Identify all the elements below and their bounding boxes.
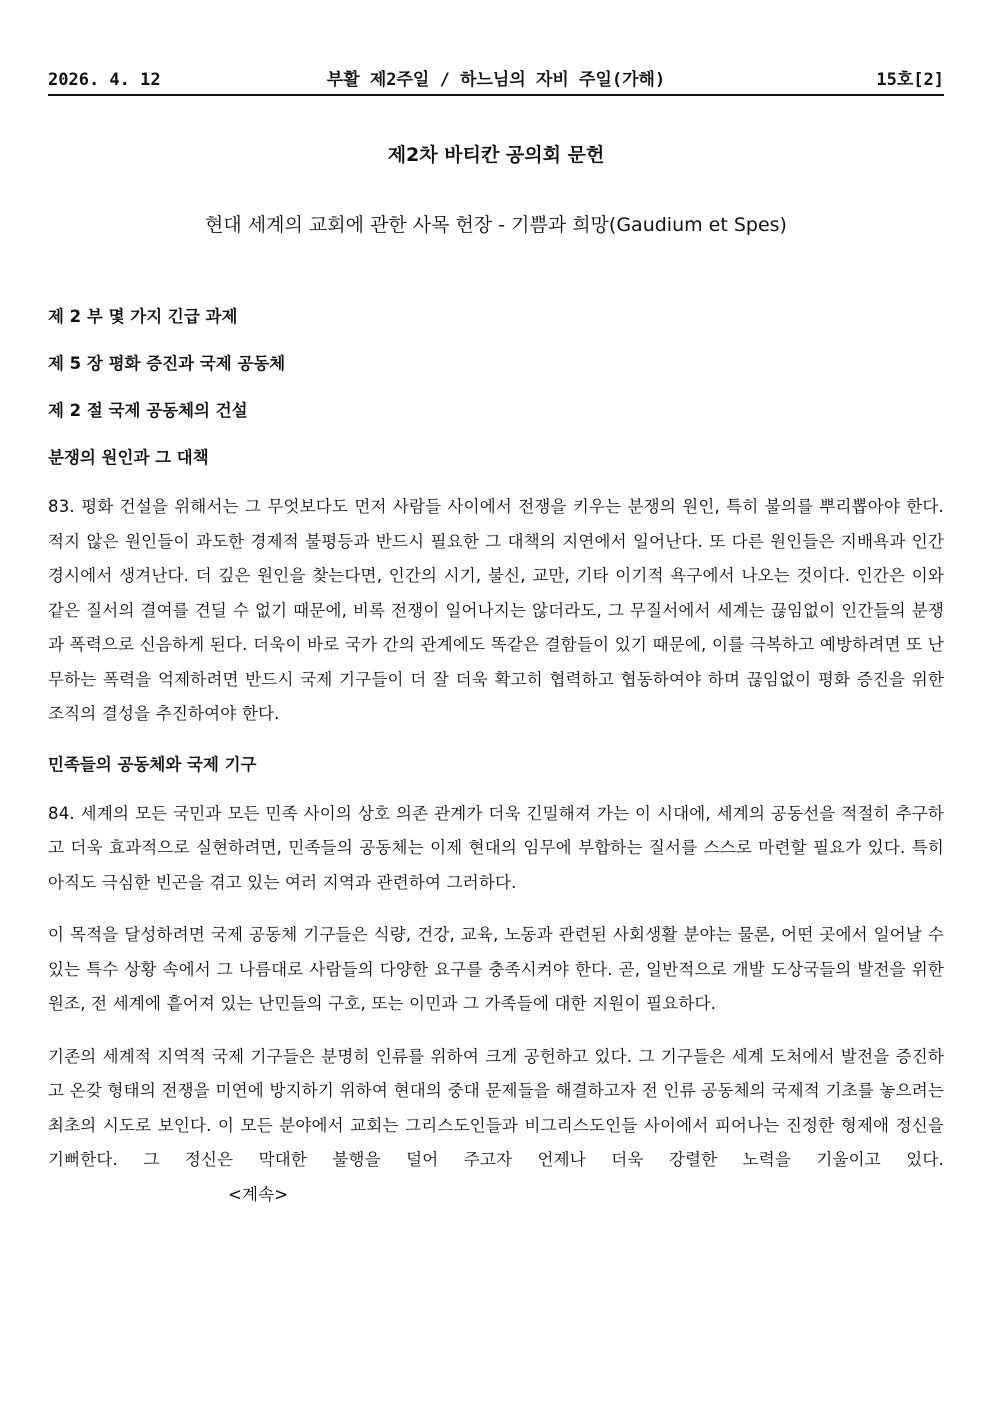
continued-marker: <계속>	[228, 1184, 289, 1204]
section-heading: 제 2 절 국제 공동체의 건설	[48, 401, 248, 420]
chapter-heading: 제 5 장 평화 증진과 국제 공동체	[48, 354, 286, 373]
subheading-international-community: 민족들의 공동체와 국제 기구	[48, 754, 257, 774]
header-date: 2026. 4. 12	[48, 70, 161, 90]
paragraph-84-part3-text: 기존의 세계적 지역적 국제 기구들은 분명히 인류를 위하여 크게 공헌하고 있다. 그 기구들은 세계 도처에서 발전을 증진하고 온갖 형태의 전쟁을 미연에 방지하기 위하여 현대의 중대 문제들을 해결하고자 전 인류 공동체의 국제적 기초를 놓으려는 최초의 시도로 보인다. 이 모든 분야에서 교회는 그리스도인들과 비그리스도인들 사이에서 피어나는 진정한 형제애 정신을 기뻐한다. 그 정신은 막대한 불행을 덜어 주고자 언제나 더욱 강렬한 노력을 기울이고 있다.	[48, 1046, 944, 1169]
header-title: 부활 제2주일 / 하느님의 자비 주일(가해)	[326, 70, 666, 90]
header-issue-number: 15호[2]	[876, 70, 944, 90]
subheading-causes-of-conflict: 분쟁의 원인과 그 대책	[48, 448, 209, 467]
paragraph-84-part1: 84. 세계의 모든 국민과 모든 민족 사이의 상호 의존 관계가 더욱 긴밀해져 가는 이 시대에, 세계의 공동선을 적절히 추구하고 더욱 효과적으로 실현하려면, 민족들의 공동체는 이제 현대의 임무에 부합하는 질서를 스스로 마련할 필요가 있다. 특히 아직도 극심한 빈곤을 겪고 있는 여러 지역과 관련하여 그러하다.	[48, 803, 944, 892]
document-body	[48, 302, 944, 1230]
paragraph-84-part3	[48, 1040, 944, 1213]
paragraph-84-part2: 이 목적을 달성하려면 국제 공동체 기구들은 식량, 건강, 교육, 노동과 관련된 사회생활 분야는 물론, 어떤 곳에서 일어날 수 있는 특수 상황 속에서 그 나름대로 사람들의 다양한 요구를 충족시켜야 한다. 곧, 일반적으로 개발 도상국들의 발전을 위한 원조, 전 세계에 흩어져 있는 난민들의 구호, 또는 이민과 그 가족들에 대한 지원이 필요하다.	[48, 925, 944, 1013]
document-source: 제2차 바티칸 공의회 문헌	[387, 144, 605, 166]
part-heading: 제 2 부 몇 가지 긴급 과제	[48, 307, 238, 326]
page-header	[48, 66, 944, 96]
paragraph-83: 83. 평화 건설을 위해서는 그 무엇보다도 먼저 사람들 사이에서 전쟁을 키우는 분쟁의 원인, 특히 불의를 뿌리뽑아야 한다. 적지 않은 원인들이 과도한 경제적 불평등과 반드시 필요한 그 대책의 지연에서 일어난다. 또 다른 원인들은 지배욕과 인간 경시에서 생겨난다. 더 깊은 원인을 찾는다면, 인간의 시기, 불신, 교만, 기타 이기적 욕구에서 나오는 것이다. 인간은 이와 같은 질서의 결여를 견딜 수 없기 때문에, 비록 전쟁이 일어나지는 않더라도, 그 무질서에서 세계는 끊임없이 인간들의 분쟁과 폭력으로 신음하게 된다. 더욱이 바로 국가 간의 관계에도 똑같은 결함들이 있기 때문에, 이를 극복하고 예방하려면 또 난무하는 폭력을 억제하려면 반드시 국제 기구들이 더 잘 더욱 확고히 협력하고 협동하여야 하며 끊임없이 평화 증진을 위한 조직의 결성을 추진하여야 한다.	[48, 497, 944, 723]
document-title: 현대 세계의 교회에 관한 사목 헌장 - 기쁨과 희망(Gaudium et Spes)	[205, 214, 787, 236]
